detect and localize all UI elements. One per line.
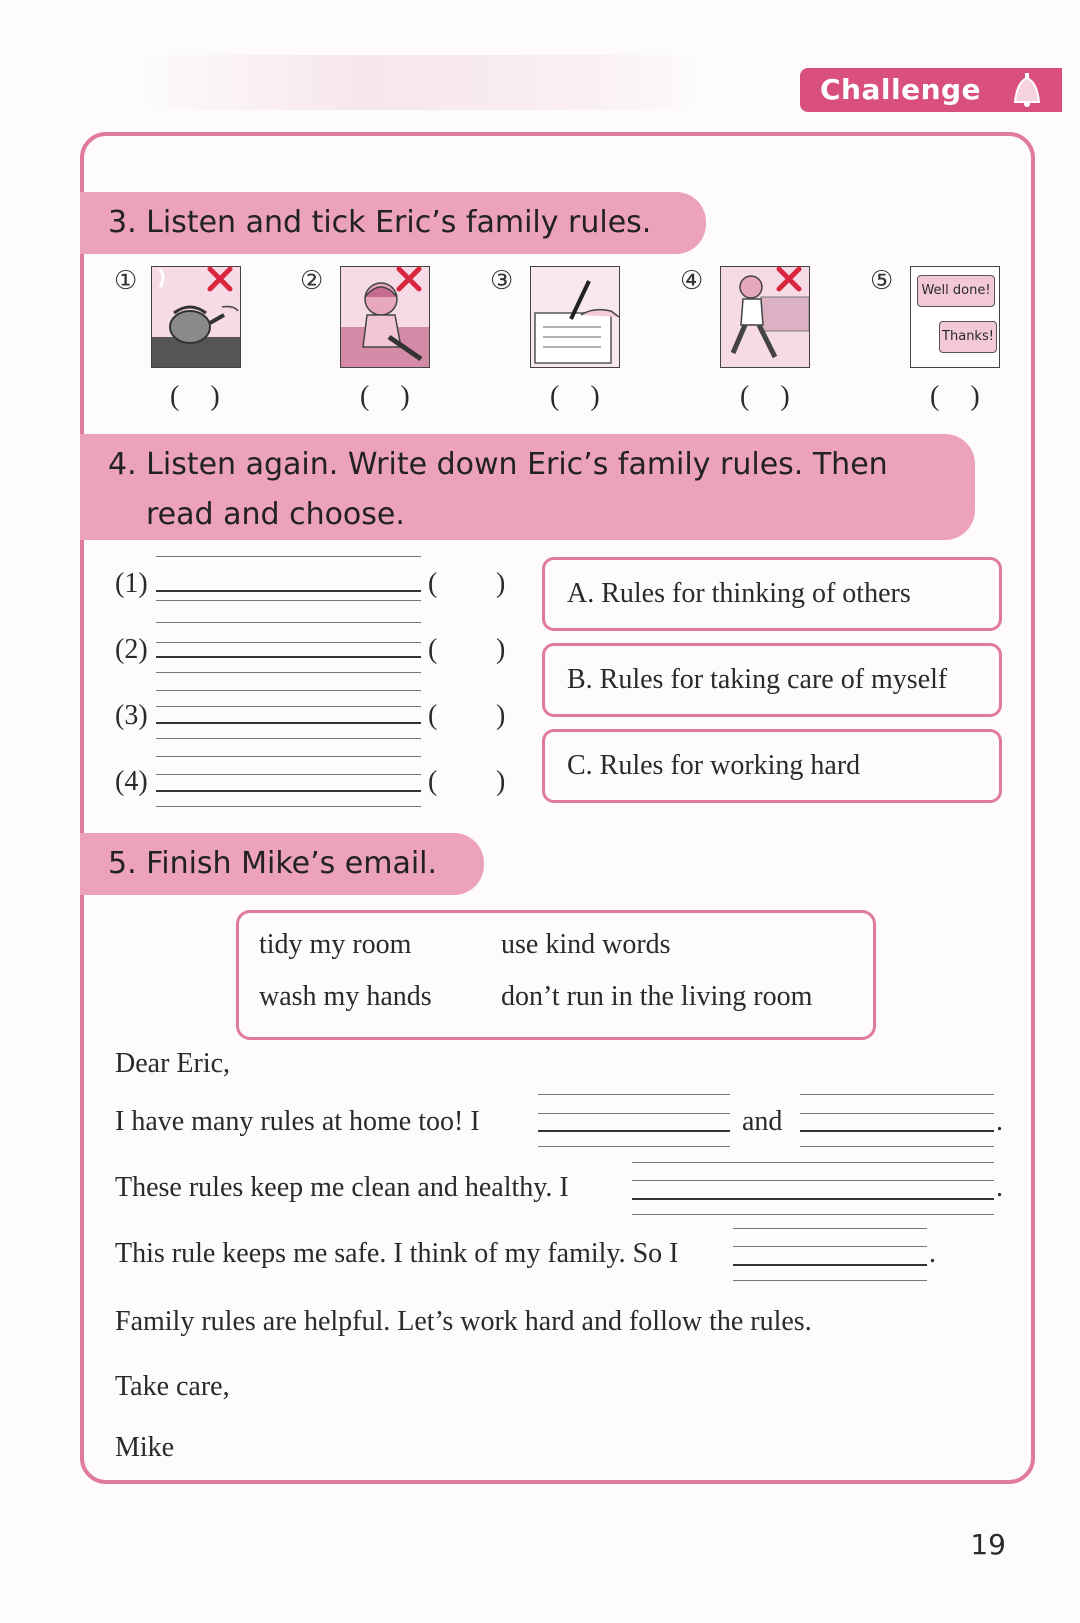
answer-line[interactable] bbox=[156, 590, 421, 592]
blank-4[interactable] bbox=[733, 1264, 927, 1266]
exercise-3-title: 3. Listen and tick Eric’s family rules. bbox=[108, 205, 652, 240]
item-number: ③ bbox=[490, 266, 514, 296]
writing-guide-line bbox=[156, 672, 421, 673]
page-number: 19 bbox=[970, 1528, 1006, 1561]
exercise-5-title: 5. Finish Mike’s email. bbox=[108, 846, 438, 881]
writing-guide-line bbox=[156, 774, 421, 775]
blank-2[interactable] bbox=[800, 1130, 994, 1132]
answer-line[interactable] bbox=[156, 722, 421, 724]
word-tidy-room: tidy my room bbox=[259, 929, 412, 960]
email-line-2-start: These rules keep me clean and healthy. I bbox=[115, 1172, 569, 1203]
writing-guide-line bbox=[156, 622, 421, 623]
item-number: ② bbox=[300, 266, 324, 296]
writing-guide-line bbox=[156, 756, 421, 757]
email-line-3-start: This rule keeps me safe. I think of my family. So I bbox=[115, 1238, 679, 1269]
choice-close-paren: ) bbox=[496, 766, 506, 797]
option-c-box bbox=[542, 729, 1002, 803]
email-signature: Mike bbox=[115, 1432, 175, 1463]
choice-open-paren[interactable]: ( bbox=[428, 568, 438, 599]
exercise-3-heading bbox=[80, 192, 706, 254]
challenge-label: Challenge bbox=[820, 73, 982, 106]
exercise-4-title-line2: read and choose. bbox=[146, 497, 405, 532]
answer-line[interactable] bbox=[156, 790, 421, 792]
answer-line[interactable] bbox=[156, 656, 421, 658]
option-a-label: A. Rules for thinking of others bbox=[567, 578, 911, 609]
blank-3[interactable] bbox=[632, 1198, 994, 1200]
writing-guide-line bbox=[156, 690, 421, 691]
choice-close-paren: ) bbox=[496, 700, 506, 731]
tick-paren[interactable]: ( ) bbox=[360, 381, 422, 412]
writing-guide-line bbox=[733, 1280, 927, 1281]
blank-1[interactable] bbox=[538, 1130, 730, 1132]
choice-open-paren[interactable]: ( bbox=[428, 700, 438, 731]
item-number: ① bbox=[114, 266, 138, 296]
row-label: (2) bbox=[115, 634, 148, 665]
email-greeting: Dear Eric, bbox=[115, 1048, 231, 1079]
tick-paren[interactable]: ( ) bbox=[170, 381, 232, 412]
writing-guide-line bbox=[632, 1162, 994, 1163]
email-line-4: Family rules are helpful. Let’s work hard and follow the rules. bbox=[115, 1306, 812, 1337]
exercise-4-title-line1: 4. Listen again. Write down Eric’s family rules. Then bbox=[108, 447, 888, 482]
exercise-4-heading bbox=[80, 434, 975, 540]
word-kind-words: use kind words bbox=[501, 929, 671, 960]
writing-guide-line bbox=[156, 806, 421, 807]
writing-guide-line bbox=[632, 1214, 994, 1215]
writing-guide-line bbox=[538, 1113, 730, 1114]
email-closing: Take care, bbox=[115, 1371, 230, 1402]
row-label: (4) bbox=[115, 766, 148, 797]
picture-speech-bubbles bbox=[910, 266, 1000, 368]
bell-icon bbox=[1005, 68, 1049, 112]
writing-guide-line bbox=[800, 1113, 994, 1114]
email-line-2-period: . bbox=[996, 1172, 1003, 1203]
cross-icon bbox=[396, 266, 422, 292]
writing-guide-line bbox=[156, 706, 421, 707]
picture-writing bbox=[530, 266, 620, 368]
choice-close-paren: ) bbox=[496, 634, 506, 665]
item-number: ④ bbox=[680, 266, 704, 296]
email-line-3-period: . bbox=[929, 1238, 936, 1269]
choice-open-paren[interactable]: ( bbox=[428, 766, 438, 797]
writing-guide-line bbox=[800, 1146, 994, 1147]
option-b-box bbox=[542, 643, 1002, 717]
row-label: (3) bbox=[115, 700, 148, 731]
tick-paren[interactable]: ( ) bbox=[550, 381, 612, 412]
option-c-label: C. Rules for working hard bbox=[567, 750, 861, 781]
word-dont-run: don’t run in the living room bbox=[501, 981, 813, 1012]
writing-guide-line bbox=[538, 1146, 730, 1147]
option-b-label: B. Rules for taking care of myself bbox=[567, 664, 948, 695]
email-line-1-period: . bbox=[996, 1106, 1003, 1137]
item-number: ⑤ bbox=[870, 266, 894, 296]
row-label: (1) bbox=[115, 568, 148, 599]
option-a-box bbox=[542, 557, 1002, 631]
exercise-5-heading bbox=[80, 833, 484, 895]
header-wash bbox=[140, 55, 700, 110]
email-line-1-start: I have many rules at home too! I bbox=[115, 1106, 480, 1137]
email-line-1-and: and bbox=[742, 1106, 783, 1137]
writing-guide-line bbox=[632, 1180, 994, 1181]
choice-open-paren[interactable]: ( bbox=[428, 634, 438, 665]
writing-guide-line bbox=[800, 1094, 994, 1095]
cross-icon bbox=[207, 266, 233, 292]
writing-guide-line bbox=[156, 642, 421, 643]
bubble-thanks: Thanks! bbox=[939, 321, 997, 353]
tick-paren[interactable]: ( ) bbox=[740, 381, 802, 412]
writing-guide-line bbox=[156, 556, 421, 557]
writing-guide-line bbox=[733, 1246, 927, 1247]
writing-guide-line bbox=[733, 1228, 927, 1229]
bubble-well-done: Well done! bbox=[917, 275, 995, 307]
tick-paren[interactable]: ( ) bbox=[930, 381, 992, 412]
writing-guide-line bbox=[538, 1094, 730, 1095]
writing-icon bbox=[531, 267, 619, 367]
word-wash-hands: wash my hands bbox=[259, 981, 432, 1012]
choice-close-paren: ) bbox=[496, 568, 506, 599]
writing-guide-line bbox=[156, 738, 421, 739]
word-bank bbox=[236, 910, 876, 1040]
writing-guide-line bbox=[156, 600, 421, 601]
cross-icon bbox=[776, 266, 802, 292]
